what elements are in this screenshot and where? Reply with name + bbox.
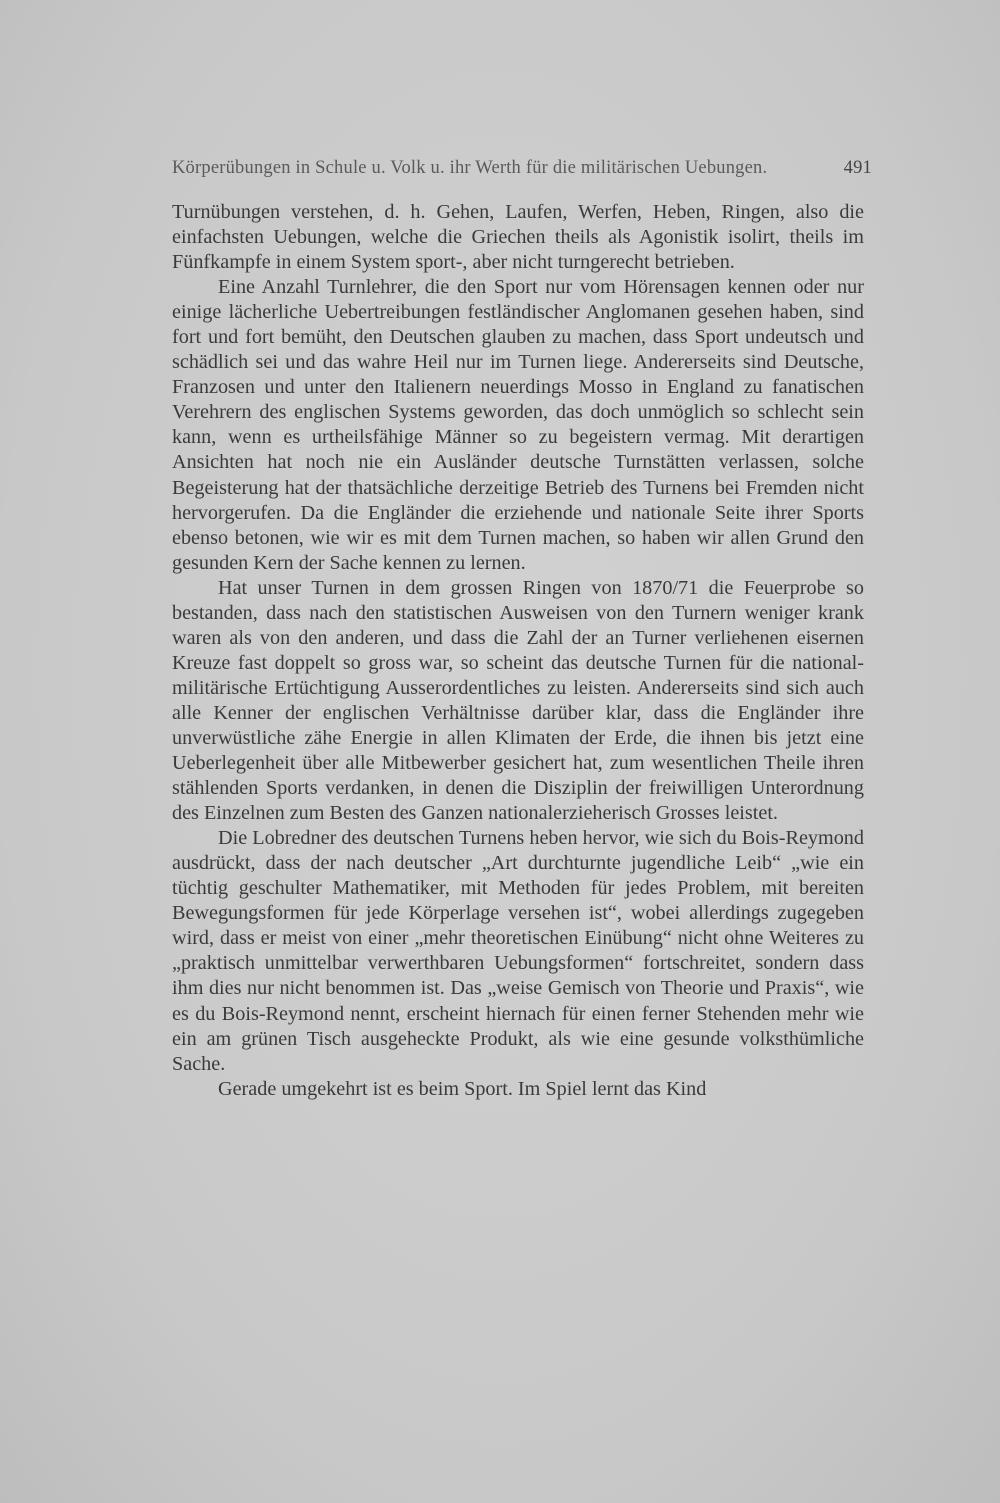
paragraph: Turnübungen verstehen, d. h. Gehen, Laufen, Werfen, Heben, Ringen, also die einfachsten Uebungen, welche die Griechen theils als Agonistik isolirt, theils im Fünfkampfe in einem System sport-, aber nicht turngerecht betrieben.: [172, 201, 864, 274]
paragraph: Hat unser Turnen in dem grossen Ringen von 1870/71 die Feuerprobe so bestanden, dass nach den statistischen Ausweisen von den Turnern weniger krank waren als von den anderen, und dass die Zahl der an Turner verliehenen eisernen Kreuze fast doppelt so gross war, so scheint das deutsche Turnen für die national-militärische Ertüchtigung Ausserordentliches zu leisten. Andererseits sind sich auch alle Kenner der englischen Verhältnisse darüber klar, dass die Engländer ihre unverwüstliche zähe Energie in allen Klimaten der Erde, die ihnen bis jetzt eine Ueberlegenheit über alle Mitbewerber gesichert hat, zum wesentlichen Theile ihren stählenden Sports verdanken, in denen die Disziplin der freiwilligen Unterordnung des Einzelnen zum Besten des Ganzen nationalerzieherisch Grosses leistet.: [172, 576, 864, 825]
running-title: Körperübungen in Schule u. Volk u. ihr Werth für die militärischen Uebungen.: [172, 158, 768, 178]
paragraph: Gerade umgekehrt ist es beim Sport. Im Spiel lernt das Kind: [218, 1077, 707, 1100]
page-header: [172, 158, 872, 179]
body-text: [172, 200, 864, 1102]
paragraph: Die Lobredner des deutschen Turnens heben hervor, wie sich du Bois-Reymond ausdrückt, dass der nach deutscher „Art durchturnte jugendliche Leib“ „wie ein tüchtig geschulter Mathematiker, mit Methoden für jedes Problem, mit bereiten Bewegungsformen für jede Körperlage versehen ist“, wobei allerdings zugegeben wird, dass er meist von einer „mehr theoretischen Einübung“ nicht ohne Weiteres zu „praktisch unmittelbar verwerthbaren Uebungsformen“ fortschreitet, sondern dass ihm dies nur nicht benommen ist. Das „weise Gemisch von Theorie und Praxis“, wie es du Bois-Reymond nennt, erscheint hiernach für einen ferner Stehenden mehr wie ein am grünen Tisch ausgeheckte Produkt, als wie eine gesunde volksthümliche Sache.: [172, 827, 864, 1075]
page-number: 491: [843, 158, 872, 178]
paragraph: Eine Anzahl Turnlehrer, die den Sport nur vom Hörensagen kennen oder nur einige lächerliche Uebertreibungen festländischer Anglomanen gesehen haben, sind fort und fort bemüht, den Deutschen glauben zu machen, dass Sport undeutsch und schädlich sei und das wahre Heil nur im Turnen liege. Andererseits sind Deutsche, Franzosen und unter den Italienern neuerdings Mosso in England zu fanatischen Verehrern des englischen Systems geworden, das doch unmöglich so schlecht sein kann, wenn es urtheilsfähige Männer so zu begeistern vermag. Mit derartigen Ansichten hat noch nie ein Ausländer deutsche Turnstätten verlassen, solche Begeisterung hat der thatsächliche derzeitige Betrieb des Turnens bei Fremden nicht hervorgerufen. Da die Engländer die erziehende und nationale Seite ihrer Sports ebenso betonen, wie wir es mit dem Turnen machen, so haben wir allen Grund den gesunden Kern der Sache kennen zu lernen.: [172, 276, 864, 574]
